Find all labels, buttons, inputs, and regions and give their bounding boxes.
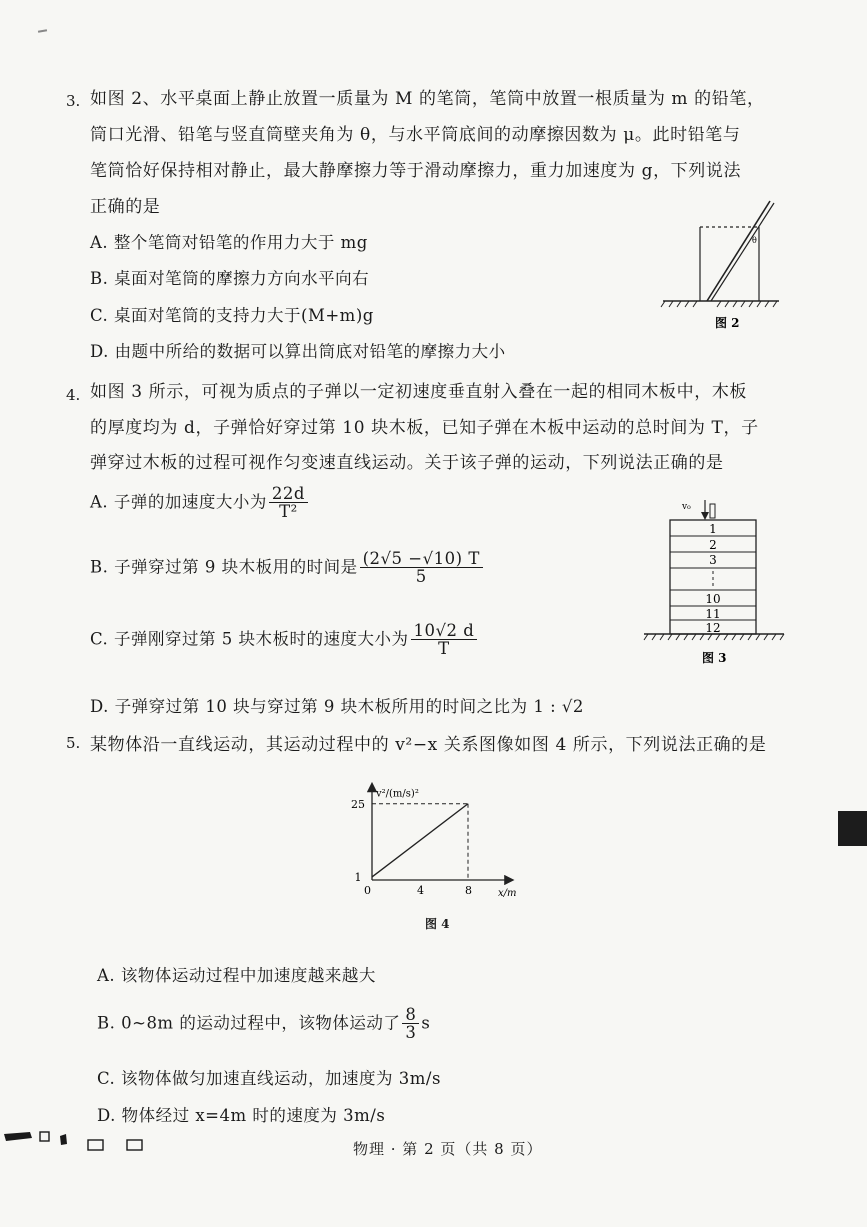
q3-option-b: B. 桌面对笔筒的摩擦力方向水平向右 <box>90 269 370 288</box>
board-label-10: 10 <box>705 592 721 606</box>
q5-b-unit: s <box>421 1013 431 1033</box>
q5-b-numerator: 8 <box>402 1006 419 1024</box>
figure-3-caption: 图 3 <box>702 651 727 665</box>
scan-mark <box>38 29 47 33</box>
board-label-11: 11 <box>705 607 721 621</box>
q3-number: 3. <box>66 92 81 110</box>
q3-line-2: 筒口光滑、铅笔与竖直筒壁夹角为 θ，与水平筒底间的动摩擦因数为 μ。此时铅笔与 <box>90 125 741 145</box>
q4-option-c: C. 子弹刚穿过第 5 块木板时的速度大小为 $\frac{10√2 d}{T}$ <box>90 622 479 658</box>
q3-line-3: 笔筒恰好保持相对静止，最大静摩擦力等于滑动摩擦力，重力加速度为 g，下列说法 <box>90 161 742 181</box>
y-tick-label: 1 <box>354 870 362 884</box>
q4-a-numerator: 22d <box>269 485 308 503</box>
q4-option-a: A. 子弹的加速度大小为 $\frac{22d}{\text{T²}}$ <box>90 485 310 521</box>
q3-line-4: 正确的是 <box>90 197 161 217</box>
figure-2-caption: 图 2 <box>715 316 740 330</box>
q3-line-1: 如图 2、水平桌面上静止放置一质量为 M 的笔筒，笔筒中放置一根质量为 m 的铅笔， <box>90 89 765 109</box>
figure-3-v0-label: v₀ <box>682 502 691 512</box>
y-tick-label: 25 <box>351 797 365 811</box>
x-tick-label: 4 <box>417 884 424 897</box>
q5-option-a: A. 该物体运动过程中加速度越来越大 <box>97 966 376 985</box>
q5-b-denominator: 3 <box>405 1023 417 1043</box>
q4-option-b: B. 子弹穿过第 9 块木板用的时间是 $\frac{(2√5 -√10) T}{5}$ <box>90 550 485 586</box>
q4-number: 4. <box>66 386 81 404</box>
y-axis-label: v²/(m/s)² <box>376 788 419 800</box>
figure-2-angle-label: θ <box>752 236 757 245</box>
board-label-3: 3 <box>709 553 717 567</box>
x-tick-label: 0 <box>364 884 371 897</box>
q3-option-c: C. 桌面对笔筒的支持力大于(M+m)g <box>90 306 374 325</box>
page-footer: 物理 · 第 2 页（共 8 页） <box>353 1140 543 1158</box>
q4-b-denominator: 5 <box>415 567 427 587</box>
series-line <box>372 804 468 877</box>
figure-4-caption: 图 4 <box>425 917 450 931</box>
scan-edge-block <box>838 811 867 846</box>
q3-option-a: A. 整个笔筒对铅笔的作用力大于 mg <box>90 233 368 252</box>
q4-c-denominator: T <box>438 639 450 659</box>
q5-number: 5. <box>66 734 81 752</box>
q5-option-d: D. 物体经过 x=4m 时的速度为 3m/s <box>97 1106 386 1125</box>
figure-3-wood-boards <box>640 492 790 672</box>
q4-line-3: 弹穿过木板的过程可视作匀变速直线运动。关于该子弹的运动，下列说法正确的是 <box>90 453 724 473</box>
figure-4-v2-x-chart <box>340 768 540 938</box>
x-axis-label: x/m <box>498 888 517 899</box>
board-label-1: 1 <box>709 522 717 536</box>
q4-line-1: 如图 3 所示，可视为质点的子弹以一定初速度垂直射入叠在一起的相同木板中，木板 <box>90 382 748 402</box>
q4-c-numerator: 10√2 d <box>411 622 478 640</box>
figure-2-pencil-holder <box>655 195 785 335</box>
q4-line-2: 的厚度均为 d，子弹恰好穿过第 10 块木板，已知子弹在木板中运动的总时间为 T，子 <box>90 418 759 438</box>
q3-option-d: D. 由题中所给的数据可以算出筒底对铅笔的摩擦力大小 <box>90 342 506 361</box>
q4-a-denominator: T² <box>279 502 298 522</box>
scan-edge-marks <box>0 1128 160 1152</box>
board-label-12: 12 <box>705 621 721 635</box>
q5-option-c: C. 该物体做匀加速直线运动，加速度为 3m/s <box>97 1069 441 1088</box>
board-label-2: 2 <box>709 538 717 552</box>
q4-b-numerator: (2√5 −√10) T <box>360 550 483 568</box>
q5-option-b: B. 0~8m 的运动过程中，该物体运动了 $\frac{8}{3}$ s <box>97 1005 431 1043</box>
q4-option-d: D. 子弹穿过第 10 块与穿过第 9 块木板所用的时间之比为 1 : √2 <box>90 697 584 716</box>
x-tick-label: 8 <box>465 884 472 897</box>
q5-stem: 某物体沿一直线运动，其运动过程中的 v²−x 关系图像如图 4 所示，下列说法正确的是 <box>90 735 767 755</box>
